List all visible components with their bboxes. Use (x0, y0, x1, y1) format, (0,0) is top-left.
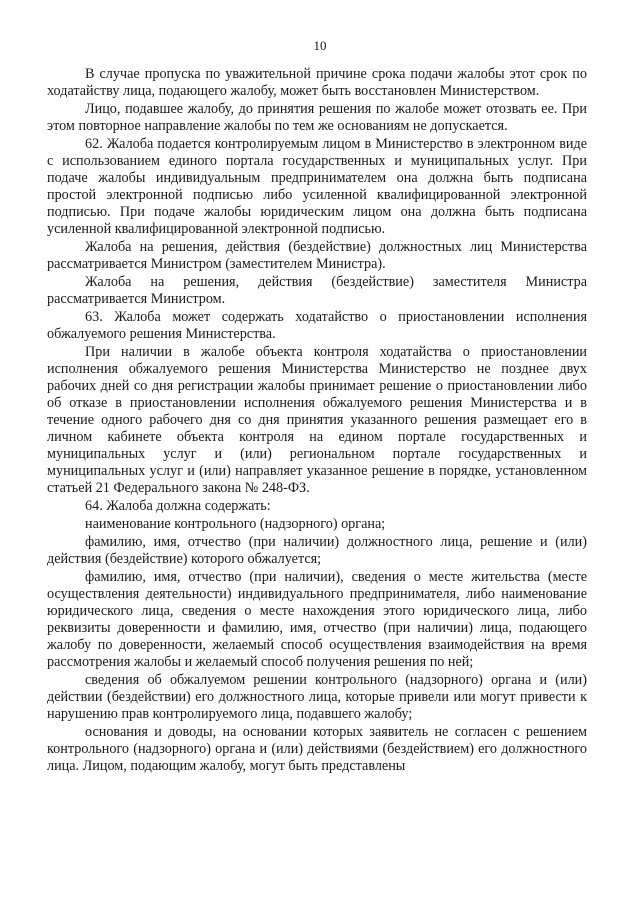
document-body (47, 66, 587, 776)
paragraph-62: 62. Жалоба подается контролируемым лицом в Министерство в электронном виде с использованием единого портала государственных и муниципальных услуг. При подаче жалобы индивидуальным предпринимателем она должна быть подписана простой электронной подписью либо усиленной квалифицированной электронной подписью. При подаче жалобы юридическим лицом она должна быть подписана усиленной квалифицированной электронной подписью. (47, 136, 587, 237)
paragraph-item-official: фамилию, имя, отчество (при наличии) должностного лица, решение и (или) действия (бездействие) которого обжалуется; (47, 534, 587, 567)
page-number: 10 (313, 38, 327, 53)
paragraph-64: 64. Жалоба должна содержать: (85, 498, 271, 514)
paragraph-item-applicant: фамилию, имя, отчество (при наличии), сведения о месте жительства (месте осуществления деятельности) индивидуального предпринимателя, либо наименование юридического лица, сведения о месте нахождения этого юридического лица, либо реквизиты доверенности и фамилию, имя, отчество (при наличии) лица, подающего жалобу по доверенности, желаемый способ осуществления взаимодействия на время рассмотрения жалобы и желаемый способ получения решения по ней; (47, 569, 587, 670)
paragraph-deadline-restoration: В случае пропуска по уважительной причине срока подачи жалобы этот срок по ходатайству лица, подающего жалобу, может быть восстановлен Министерством. (47, 66, 587, 99)
paragraph-suspension: При наличии в жалобе объекта контроля ходатайства о приостановлении исполнения обжалуемого решения Министерства Министерство не позднее двух рабочих дней со дня регистрации жалобы принимает решение о приостановлении либо об отказе в приостановлении исполнения обжалуемого решения Министерства и в течение одного рабочего дня со дня принятия указанного решения размещает его в личном кабинете объекта контроля на едином портале государственных и муниципальных услуг и (или) региональном портале государственных и муниципальных услуг и (или) направляет указанное решение в порядке, установленном статьей 21 Федерального закона № 248-ФЗ. (47, 344, 587, 496)
paragraph-officials-complaint: Жалоба на решения, действия (бездействие) должностных лиц Министерства рассматривается Министром (заместителем Министра). (47, 239, 587, 272)
paragraph-deputy-complaint: Жалоба на решения, действия (бездействие) заместителя Министра рассматривается Министром. (47, 274, 587, 307)
paragraph-withdrawal: Лицо, подавшее жалобу, до принятия решения по жалобе может отозвать ее. При этом повторное направление жалобы по тем же основаниям не допускается. (47, 101, 587, 134)
paragraph-item-decision: сведения об обжалуемом решении контрольного (надзорного) органа и (или) действии (бездействии) его должностного лица, которые привели или могут привести к нарушению прав контролируемого лица, подавшего жалобу; (47, 672, 587, 722)
paragraph-63: 63. Жалоба может содержать ходатайство о приостановлении исполнения обжалуемого решения Министерства. (47, 309, 587, 342)
paragraph-item-authority: наименование контрольного (надзорного) органа; (85, 516, 386, 532)
paragraph-item-grounds: основания и доводы, на основании которых заявитель не согласен с решением контрольного (надзорного) органа и (или) действиями (бездействием) его должностного лица. Лицом, подающим жалобу, могут быть представлены (47, 724, 587, 774)
